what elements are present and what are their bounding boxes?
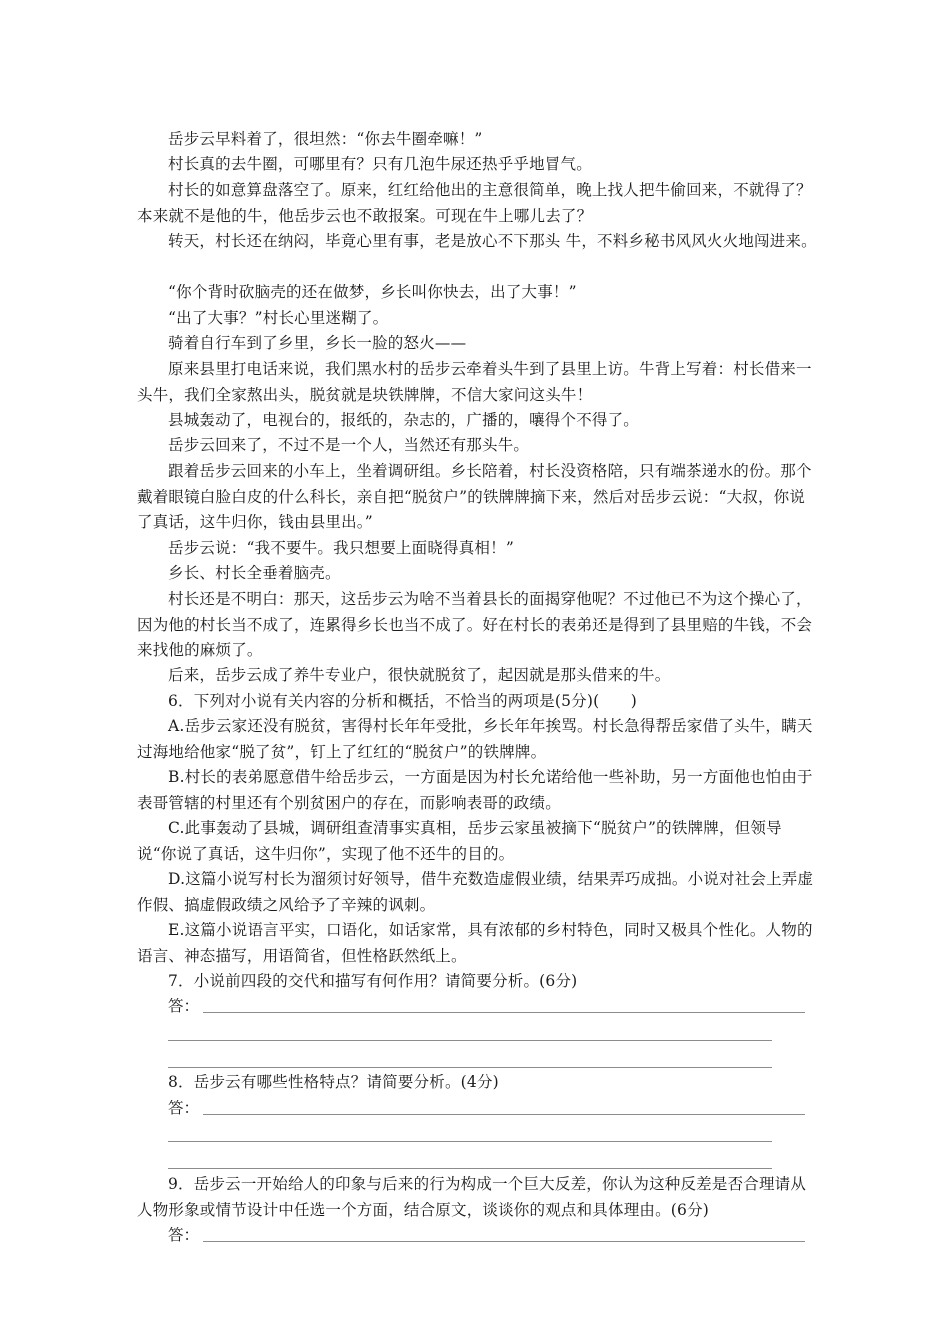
- question-6-stem: 6．下列对小说有关内容的分析和概括，不恰当的两项是(5分)( ): [168, 692, 638, 710]
- story-paragraph: 后来，岳步云成了养牛专业户，很快就脱贫了，起因就是那头借来的牛。: [168, 666, 671, 684]
- question-9-stem: 9．岳步云一开始给人的印象与后来的行为构成一个巨大反差，你认为这种反差是否合理请从人物形象或情节设计中任选一个方面，结合原文，谈谈你的观点和具体理由。(6分): [137, 1175, 807, 1219]
- question-8-answer-line[interactable]: [168, 1168, 772, 1169]
- question-6-option-c: C.此事轰动了县城，调研组查清事实真相，岳步云家虽被摘下“脱贫户”的铁牌牌，但领导说“你说了真话，这牛归你”，实现了他不还牛的目的。: [137, 819, 782, 863]
- question-6-option-d: D.这篇小说写村长为溜须讨好领导，借牛充数造虚假业绩，结果弄巧成拙。小说对社会上弄虚作假、搞虚假政绩之风给予了辛辣的讽刺。: [137, 870, 814, 914]
- question-8-answer-line[interactable]: [203, 1114, 805, 1115]
- story-paragraph: 村长还是不明白：那天，这岳步云为啥不当着县长的面揭穿他呢？不过他已不为这个操心了，因为他的村长当不成了，连累得乡长也当不成了。好在村长的表弟还是得到了县里赔的牛钱，不会来找他的麻烦了。: [137, 590, 813, 659]
- question-9-answer-label: 答：: [168, 1226, 200, 1244]
- question-9-answer-line[interactable]: [203, 1241, 805, 1242]
- question-6-option-a: A.岳步云家还没有脱贫，害得村长年年受批，乡长年年挨骂。村长急得帮岳家借了头牛，瞒天过海地给他家“脱了贫”，钉上了红红的“脱贫户”的铁牌牌。: [137, 717, 813, 761]
- story-paragraph: 岳步云回来了，不过不是一个人，当然还有那头牛。: [168, 436, 530, 454]
- story-paragraph: 原来县里打电话来说，我们黑水村的岳步云牵着头牛到了县里上访。牛背上写着：村长借来一头牛，我们全家熬出头，脱贫就是块铁牌牌，不信大家问这头牛！: [137, 360, 812, 404]
- story-paragraph: 转天，村长还在纳闷，毕竟心里有事，老是放心不下那头 牛，不料乡秘书风风火火地闯进来。: [168, 232, 817, 250]
- story-paragraph: “你个背时砍脑壳的还在做梦，乡长叫你快去，出了大事！”: [168, 283, 577, 301]
- story-paragraph: 县城轰动了，电视台的，报纸的，杂志的，广播的，嚷得个不得了。: [168, 411, 640, 429]
- question-8-answer-line[interactable]: [168, 1141, 772, 1142]
- question-7-answer-line[interactable]: [168, 1067, 772, 1068]
- question-7-answer-line[interactable]: [203, 1012, 805, 1013]
- story-paragraph: 岳步云早料着了，很坦然：“你去牛圈牵嘛！”: [168, 130, 483, 148]
- story-paragraph: “出了大事？”村长心里迷糊了。: [168, 309, 389, 327]
- question-7-answer-line[interactable]: [168, 1040, 772, 1041]
- story-paragraph: 骑着自行车到了乡里，乡长一脸的怒火——: [168, 334, 467, 352]
- story-paragraph: 跟着岳步云回来的小车上，坐着调研组。乡长陪着，村长没资格陪，只有端茶递水的份。那个戴着眼镜白脸白皮的什么科长，亲自把“脱贫户”的铁牌牌摘下来，然后对岳步云说：“大叔，你说了真话，这牛归你，钱由县里出。”: [137, 462, 812, 531]
- story-paragraph: 村长真的去牛圈，可哪里有？只有几泡牛尿还热乎乎地冒气。: [168, 155, 592, 173]
- story-paragraph: 乡长、村长全垂着脑壳。: [168, 564, 341, 582]
- question-6-option-e: E.这篇小说语言平实，口语化，如话家常，具有浓郁的乡村特色，同时又极具个性化。人物的语言、神态描写，用语简省，但性格跃然纸上。: [137, 921, 813, 965]
- story-paragraph: 村长的如意算盘落空了。原来，红红给他出的主意很简单，晚上找人把牛偷回来，不就得了？本来就不是他的牛，他岳步云也不敢报案。可现在牛上哪儿去了？: [137, 181, 812, 225]
- question-8-answer-label: 答：: [168, 1099, 200, 1117]
- question-7-stem: 7．小说前四段的交代和描写有何作用？请简要分析。(6分): [168, 972, 578, 990]
- question-7-answer-label: 答：: [168, 997, 200, 1015]
- question-6-option-b: B.村长的表弟愿意借牛给岳步云，一方面是因为村长允诺给他一些补助，另一方面他也怕由于表哥管辖的村里还有个别贫困户的存在，而影响表哥的政绩。: [137, 768, 813, 812]
- story-paragraph: 岳步云说：“我不要牛。我只想要上面晓得真相！”: [168, 539, 514, 557]
- question-8-stem: 8．岳步云有哪些性格特点？请简要分析。(4分): [168, 1073, 499, 1091]
